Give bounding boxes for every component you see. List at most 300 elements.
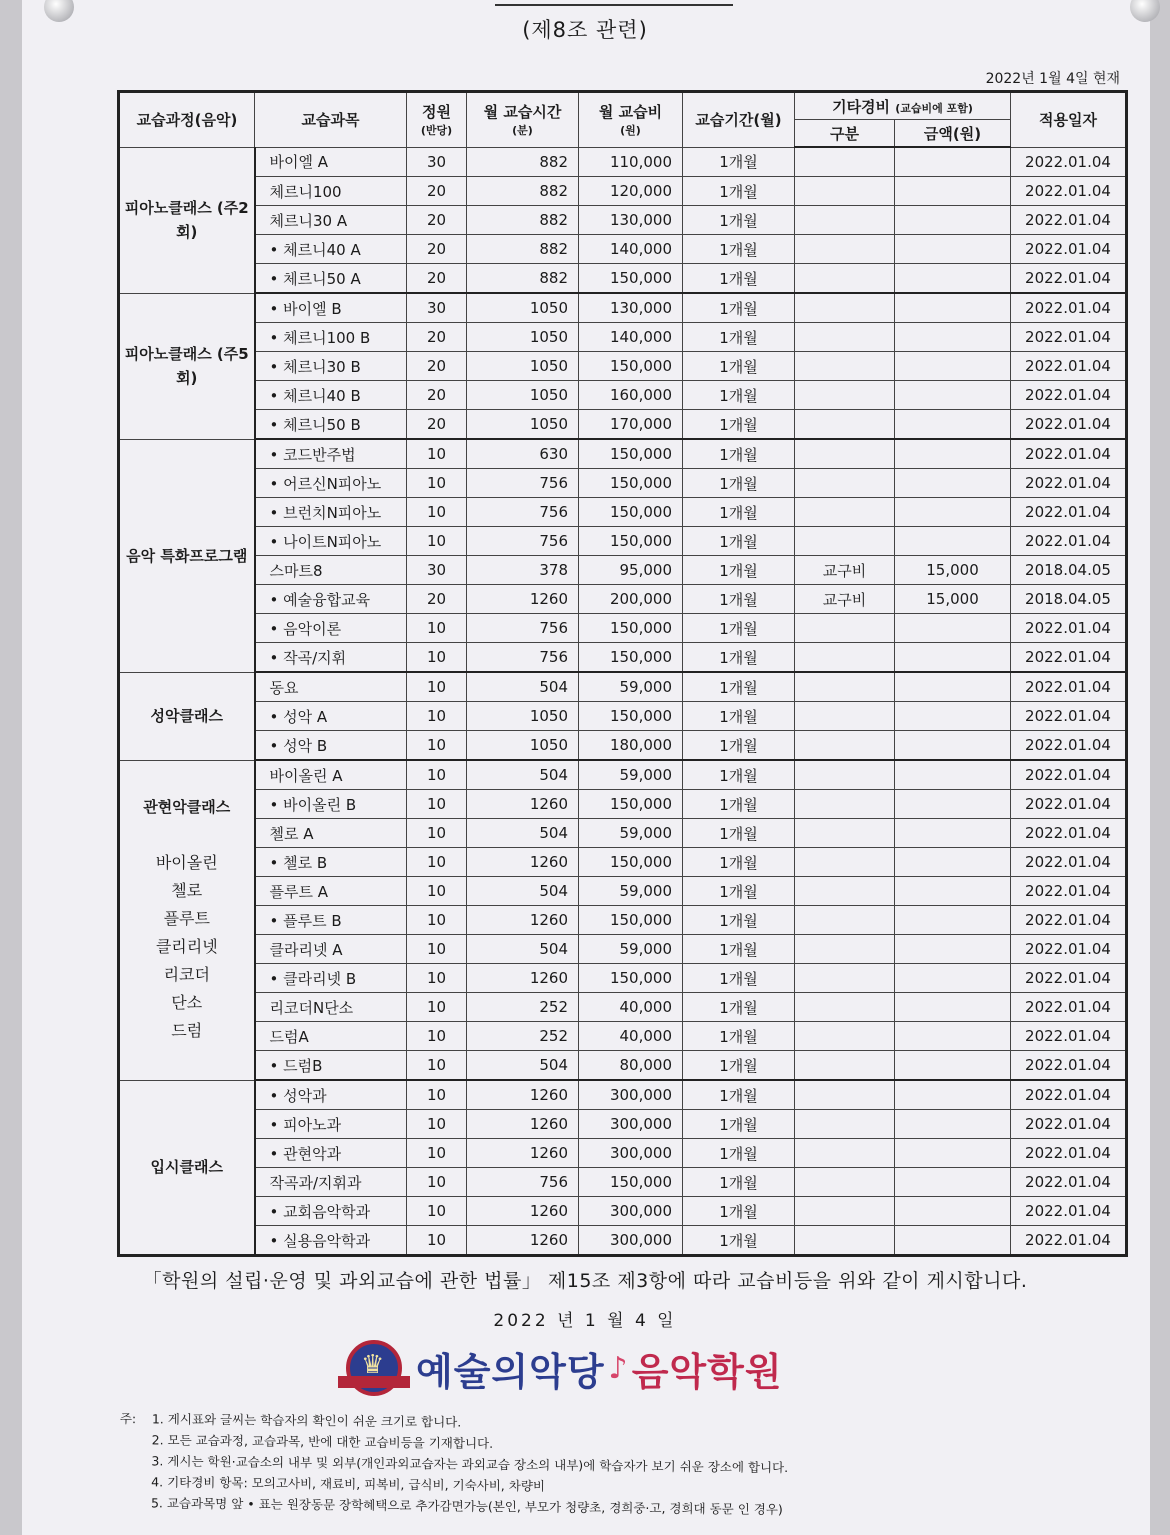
period-cell: 1개월	[683, 790, 795, 819]
extra-amount-cell	[895, 323, 1011, 352]
table-row	[119, 790, 1127, 819]
fee-cell: 150,000	[579, 1168, 683, 1197]
minutes-cell: 1050	[467, 702, 579, 731]
period-cell: 1개월	[683, 672, 795, 702]
minutes-cell: 378	[467, 556, 579, 585]
capacity-cell: 10	[407, 1226, 467, 1256]
fee-cell: 150,000	[579, 643, 683, 673]
minutes-cell: 756	[467, 498, 579, 527]
header-course: 교습과정(음악)	[119, 92, 255, 148]
minutes-cell: 1260	[467, 906, 579, 935]
extra-amount-cell: 15,000	[895, 556, 1011, 585]
capacity-cell: 30	[407, 556, 467, 585]
subject-cell: • 작곡/지휘	[255, 643, 407, 673]
fee-cell: 150,000	[579, 964, 683, 993]
header-extra	[795, 92, 1011, 120]
header-subject: 교습과목	[255, 92, 407, 148]
extra-type-cell	[795, 731, 895, 761]
fee-cell: 120,000	[579, 177, 683, 206]
fee-cell: 150,000	[579, 614, 683, 643]
subject-cell: • 체르니50 B	[255, 410, 407, 440]
period-cell: 1개월	[683, 177, 795, 206]
header-period: 교습기간(월)	[683, 92, 795, 148]
subject-cell: • 체르니30 B	[255, 352, 407, 381]
footnote-item: 5. 교습과목명 앞 • 표는 원장동문 장학혜택으로 추가감면가능(본인, 부모가 청량초, 경희중·고, 경희대 동문 인 경우)	[150, 1495, 783, 1517]
minutes-cell: 882	[467, 206, 579, 235]
capacity-cell: 10	[407, 1110, 467, 1139]
extra-type-cell	[795, 1197, 895, 1226]
fee-cell: 40,000	[579, 1022, 683, 1051]
period-cell: 1개월	[683, 1226, 795, 1256]
date-cell: 2022.01.04	[1011, 1051, 1127, 1081]
date-cell: 2022.01.04	[1011, 147, 1127, 177]
extra-type-cell	[795, 410, 895, 440]
minutes-cell: 1050	[467, 323, 579, 352]
period-cell: 1개월	[683, 381, 795, 410]
footnote-item: 3. 게시는 학원·교습소의 내부 및 외부(개인과외교습자는 과외교습 장소의 내부)에 학습자가 보기 쉬운 장소에 합니다.	[151, 1453, 789, 1475]
header-extra-type: 구분	[795, 120, 895, 148]
date-cell: 2022.01.04	[1011, 964, 1127, 993]
capacity-cell: 20	[407, 352, 467, 381]
header-date: 적용일자	[1011, 92, 1127, 148]
extra-amount-cell	[895, 877, 1011, 906]
table-row	[119, 177, 1127, 206]
fee-cell: 150,000	[579, 790, 683, 819]
extra-type-cell	[795, 527, 895, 556]
capacity-cell: 10	[407, 819, 467, 848]
extra-amount-cell	[895, 1080, 1011, 1110]
period-cell: 1개월	[683, 935, 795, 964]
minutes-cell: 756	[467, 614, 579, 643]
music-note-icon: ♪	[608, 1350, 628, 1386]
table-row	[119, 1139, 1127, 1168]
date-cell: 2022.01.04	[1011, 702, 1127, 731]
extra-amount-cell	[895, 643, 1011, 673]
extra-type-cell	[795, 177, 895, 206]
date-cell: 2022.01.04	[1011, 935, 1127, 964]
table-row	[119, 323, 1127, 352]
subject-cell: • 교회음악학과	[255, 1197, 407, 1226]
legal-statement: 「학원의 설립·운영 및 과외교습에 관한 법률」 제15조 제3항에 따라 교습비등을 위와 같이 게시합니다.	[142, 1270, 1028, 1292]
extra-amount-cell	[895, 702, 1011, 731]
capacity-cell: 20	[407, 585, 467, 614]
date-cell: 2022.01.04	[1011, 819, 1127, 848]
fee-cell: 150,000	[579, 702, 683, 731]
extra-type-cell	[795, 906, 895, 935]
subject-cell: • 플루트 B	[255, 906, 407, 935]
table-row	[119, 819, 1127, 848]
subject-cell: 동요	[255, 672, 407, 702]
capacity-cell: 10	[407, 1139, 467, 1168]
extra-amount-cell	[895, 1226, 1011, 1256]
extra-amount-cell	[895, 790, 1011, 819]
period-cell: 1개월	[683, 439, 795, 469]
date-cell: 2022.01.04	[1011, 760, 1127, 790]
course-group-cell	[119, 293, 255, 439]
table-row	[119, 906, 1127, 935]
extra-amount-cell	[895, 469, 1011, 498]
capacity-cell: 10	[407, 527, 467, 556]
extra-amount-cell	[895, 1051, 1011, 1081]
period-cell: 1개월	[683, 498, 795, 527]
capacity-cell: 10	[407, 848, 467, 877]
fee-cell: 300,000	[579, 1197, 683, 1226]
extra-type-cell	[795, 469, 895, 498]
table-row	[119, 935, 1127, 964]
period-cell: 1개월	[683, 964, 795, 993]
period-cell: 1개월	[683, 206, 795, 235]
period-cell: 1개월	[683, 1139, 795, 1168]
capacity-cell: 10	[407, 964, 467, 993]
date-cell: 2022.01.04	[1011, 643, 1127, 673]
table-row	[119, 643, 1127, 673]
date-cell: 2022.01.04	[1011, 323, 1127, 352]
capacity-cell: 10	[407, 877, 467, 906]
period-cell: 1개월	[683, 1051, 795, 1081]
period-cell: 1개월	[683, 1168, 795, 1197]
table-row	[119, 352, 1127, 381]
header-minutes	[467, 92, 579, 148]
extra-amount-cell	[895, 1110, 1011, 1139]
capacity-cell: 10	[407, 731, 467, 761]
date-cell: 2022.01.04	[1011, 469, 1127, 498]
table-row	[119, 264, 1127, 294]
extra-type-cell	[795, 1168, 895, 1197]
period-cell: 1개월	[683, 877, 795, 906]
course-group-cell	[119, 672, 255, 760]
subject-cell: 클라리넷 A	[255, 935, 407, 964]
course-group-name: 입시클래스	[150, 1158, 223, 1177]
subject-cell: • 바이올린 B	[255, 790, 407, 819]
period-cell: 1개월	[683, 1080, 795, 1110]
fee-cell: 130,000	[579, 293, 683, 323]
table-row	[119, 147, 1127, 177]
minutes-cell: 504	[467, 1051, 579, 1081]
course-group-name: 피아노클래스 (주2회)	[124, 199, 249, 241]
capacity-cell: 10	[407, 935, 467, 964]
date-cell: 2022.01.04	[1011, 498, 1127, 527]
table-row	[119, 1110, 1127, 1139]
table-row	[119, 964, 1127, 993]
table-row	[119, 585, 1127, 614]
subject-cell: • 실용음악학과	[255, 1226, 407, 1256]
extra-type-cell	[795, 1110, 895, 1139]
extra-amount-cell	[895, 1197, 1011, 1226]
minutes-cell: 1260	[467, 790, 579, 819]
capacity-cell: 10	[407, 614, 467, 643]
period-cell: 1개월	[683, 906, 795, 935]
minutes-cell: 504	[467, 760, 579, 790]
extra-amount-cell	[895, 527, 1011, 556]
date-cell: 2018.04.05	[1011, 585, 1127, 614]
date-cell: 2022.01.04	[1011, 410, 1127, 440]
extra-amount-cell	[895, 1168, 1011, 1197]
subject-cell: • 성악과	[255, 1080, 407, 1110]
subject-cell: • 바이엘 B	[255, 293, 407, 323]
capacity-cell: 20	[407, 381, 467, 410]
header-capacity-unit: (반당)	[420, 124, 453, 138]
extra-type-cell	[795, 1226, 895, 1256]
minutes-cell: 882	[467, 235, 579, 264]
minutes-cell: 1260	[467, 1080, 579, 1110]
subject-cell: 스마트8	[255, 556, 407, 585]
extra-amount-cell	[895, 819, 1011, 848]
fee-cell: 130,000	[579, 206, 683, 235]
extra-type-cell	[795, 1051, 895, 1081]
table-row	[119, 1226, 1127, 1256]
capacity-cell: 10	[407, 1022, 467, 1051]
minutes-cell: 756	[467, 1168, 579, 1197]
table-row	[119, 439, 1127, 469]
minutes-cell: 756	[467, 469, 579, 498]
capacity-cell: 10	[407, 993, 467, 1022]
fee-table	[117, 90, 1128, 1257]
minutes-cell: 504	[467, 672, 579, 702]
extra-amount-cell	[895, 906, 1011, 935]
table-row	[119, 293, 1127, 323]
minutes-cell: 630	[467, 439, 579, 469]
date-cell: 2022.01.04	[1011, 352, 1127, 381]
fee-cell: 170,000	[579, 410, 683, 440]
date-cell: 2022.01.04	[1011, 848, 1127, 877]
as-of-date: 2022년 1월 4일 현재	[985, 71, 1120, 87]
minutes-cell: 1260	[467, 848, 579, 877]
extra-amount-cell	[895, 147, 1011, 177]
course-group-cell	[119, 760, 255, 1080]
date-cell: 2022.01.04	[1011, 1197, 1127, 1226]
table-row	[119, 1168, 1127, 1197]
period-cell: 1개월	[683, 702, 795, 731]
extra-type-cell	[795, 790, 895, 819]
capacity-cell: 10	[407, 790, 467, 819]
period-cell: 1개월	[683, 731, 795, 761]
doc-subtitle: (제8조 관련)	[522, 18, 648, 42]
minutes-cell: 1260	[467, 585, 579, 614]
course-group-name: 음악 특화프로그램	[126, 546, 248, 565]
subject-cell: 드럼A	[255, 1022, 407, 1051]
subject-cell: 체르니100	[255, 177, 407, 206]
period-cell: 1개월	[683, 1197, 795, 1226]
capacity-cell: 20	[407, 323, 467, 352]
header-fee	[579, 92, 683, 148]
table-row	[119, 848, 1127, 877]
table-row	[119, 993, 1127, 1022]
title-underline	[495, 4, 733, 6]
date-cell: 2022.01.04	[1011, 614, 1127, 643]
minutes-cell: 1260	[467, 1197, 579, 1226]
extra-amount-cell	[895, 1022, 1011, 1051]
period-cell: 1개월	[683, 556, 795, 585]
extra-type-cell	[795, 293, 895, 323]
header-capacity	[407, 92, 467, 148]
date-cell: 2022.01.04	[1011, 906, 1127, 935]
course-group-cell	[119, 147, 255, 293]
footnote-label: 주:	[119, 1410, 137, 1427]
fee-cell: 150,000	[579, 469, 683, 498]
date-cell: 2022.01.04	[1011, 527, 1127, 556]
period-cell: 1개월	[683, 352, 795, 381]
date-cell: 2022.01.04	[1011, 1022, 1127, 1051]
period-cell: 1개월	[683, 1022, 795, 1051]
course-group-name: 관현악클래스	[143, 798, 231, 816]
fee-cell: 150,000	[579, 352, 683, 381]
date-cell: 2022.01.04	[1011, 264, 1127, 294]
fee-cell: 140,000	[579, 323, 683, 352]
header-minutes-label: 월 교습시간	[483, 103, 562, 122]
subject-cell: • 예술융합교육	[255, 585, 407, 614]
date-cell: 2022.01.04	[1011, 1110, 1127, 1139]
extra-amount-cell	[895, 206, 1011, 235]
date-cell: 2022.01.04	[1011, 993, 1127, 1022]
table-body	[119, 147, 1127, 1256]
table-row	[119, 206, 1127, 235]
fee-cell: 40,000	[579, 993, 683, 1022]
capacity-cell: 20	[407, 206, 467, 235]
fee-cell: 150,000	[579, 527, 683, 556]
header-extra-label: 기타경비	[832, 97, 891, 116]
period-cell: 1개월	[683, 527, 795, 556]
table-row	[119, 381, 1127, 410]
subject-cell: • 음악이론	[255, 614, 407, 643]
extra-amount-cell	[895, 731, 1011, 761]
extra-type-cell	[795, 264, 895, 294]
period-cell: 1개월	[683, 848, 795, 877]
table-row	[119, 760, 1127, 790]
subject-cell: • 체르니40 B	[255, 381, 407, 410]
period-cell: 1개월	[683, 147, 795, 177]
extra-type-cell	[795, 147, 895, 177]
table-row	[119, 1051, 1127, 1081]
subject-cell: • 드럼B	[255, 1051, 407, 1081]
period-cell: 1개월	[683, 235, 795, 264]
footnote-item: 1. 게시표와 글씨는 학습자의 확인이 쉬운 크기로 합니다.	[151, 1411, 462, 1430]
header-capacity-label: 정원	[422, 103, 451, 122]
capacity-cell: 20	[407, 264, 467, 294]
minutes-cell: 756	[467, 527, 579, 556]
minutes-cell: 504	[467, 877, 579, 906]
subject-cell: • 어르신N피아노	[255, 469, 407, 498]
extra-type-cell	[795, 1139, 895, 1168]
minutes-cell: 1050	[467, 293, 579, 323]
fee-cell: 59,000	[579, 935, 683, 964]
date-cell: 2022.01.04	[1011, 877, 1127, 906]
minutes-cell: 252	[467, 1022, 579, 1051]
table-row	[119, 527, 1127, 556]
table-row	[119, 877, 1127, 906]
capacity-cell: 10	[407, 672, 467, 702]
academy-logo	[346, 1340, 783, 1396]
table-row	[119, 702, 1127, 731]
extra-type-cell	[795, 1022, 895, 1051]
fee-cell: 80,000	[579, 1051, 683, 1081]
extra-amount-cell	[895, 848, 1011, 877]
extra-amount-cell	[895, 498, 1011, 527]
extra-type-cell	[795, 672, 895, 702]
table-row	[119, 731, 1127, 761]
date-cell: 2022.01.04	[1011, 1080, 1127, 1110]
subject-cell: • 체르니50 A	[255, 264, 407, 294]
minutes-cell: 1050	[467, 410, 579, 440]
minutes-cell: 882	[467, 147, 579, 177]
table-row	[119, 410, 1127, 440]
fee-cell: 150,000	[579, 498, 683, 527]
table-row	[119, 498, 1127, 527]
fee-cell: 59,000	[579, 877, 683, 906]
header-minutes-unit: (분)	[512, 124, 533, 138]
fee-cell: 59,000	[579, 760, 683, 790]
table-row	[119, 556, 1127, 585]
seal-icon	[346, 1340, 402, 1396]
extra-amount-cell	[895, 410, 1011, 440]
extra-type-cell	[795, 323, 895, 352]
fee-cell: 180,000	[579, 731, 683, 761]
capacity-cell: 10	[407, 760, 467, 790]
minutes-cell: 1260	[467, 1110, 579, 1139]
period-cell: 1개월	[683, 585, 795, 614]
fee-cell: 140,000	[579, 235, 683, 264]
extra-type-cell	[795, 381, 895, 410]
course-group-name: 피아노클래스 (주5회)	[124, 345, 249, 387]
period-cell: 1개월	[683, 993, 795, 1022]
capacity-cell: 10	[407, 702, 467, 731]
minutes-cell: 1050	[467, 352, 579, 381]
date-cell: 2022.01.04	[1011, 1139, 1127, 1168]
fee-cell: 110,000	[579, 147, 683, 177]
extra-amount-cell	[895, 293, 1011, 323]
extra-type-cell	[795, 848, 895, 877]
table-row	[119, 1080, 1127, 1110]
period-cell: 1개월	[683, 760, 795, 790]
extra-amount-cell	[895, 177, 1011, 206]
logo-text-part1: 예술의악당	[416, 1349, 605, 1394]
date-cell: 2022.01.04	[1011, 790, 1127, 819]
extra-type-cell	[795, 498, 895, 527]
capacity-cell: 10	[407, 1197, 467, 1226]
subject-cell: • 성악 B	[255, 731, 407, 761]
extra-type-cell	[795, 206, 895, 235]
subject-cell: 첼로 A	[255, 819, 407, 848]
fee-cell: 59,000	[579, 672, 683, 702]
course-group-name: 성악클래스	[150, 707, 223, 725]
period-cell: 1개월	[683, 293, 795, 323]
header-extra-note: (교습비에 포함)	[895, 101, 973, 115]
subject-cell: • 첼로 B	[255, 848, 407, 877]
extra-amount-cell	[895, 964, 1011, 993]
extra-amount-cell	[895, 935, 1011, 964]
fee-cell: 150,000	[579, 906, 683, 935]
table-row	[119, 1197, 1127, 1226]
period-cell: 1개월	[683, 264, 795, 294]
capacity-cell: 20	[407, 177, 467, 206]
publish-date: 2022 년 1 월 4 일	[493, 1311, 677, 1331]
fee-cell: 150,000	[579, 439, 683, 469]
extra-type-cell	[795, 614, 895, 643]
date-cell: 2022.01.04	[1011, 672, 1127, 702]
minutes-cell: 504	[467, 819, 579, 848]
header-fee-label: 월 교습비	[598, 103, 663, 122]
extra-type-cell	[795, 819, 895, 848]
instrument-list: 바이올린 첼로 플루트 클리리넷 리코더 단소 드럼	[155, 853, 218, 1040]
logo-text-part2: 음악학원	[631, 1349, 783, 1394]
table-row	[119, 614, 1127, 643]
subject-cell: 플루트 A	[255, 877, 407, 906]
extra-amount-cell	[895, 352, 1011, 381]
table-row	[119, 672, 1127, 702]
minutes-cell: 1050	[467, 381, 579, 410]
fee-cell: 150,000	[579, 264, 683, 294]
extra-amount-cell	[895, 264, 1011, 294]
fee-cell: 300,000	[579, 1226, 683, 1256]
